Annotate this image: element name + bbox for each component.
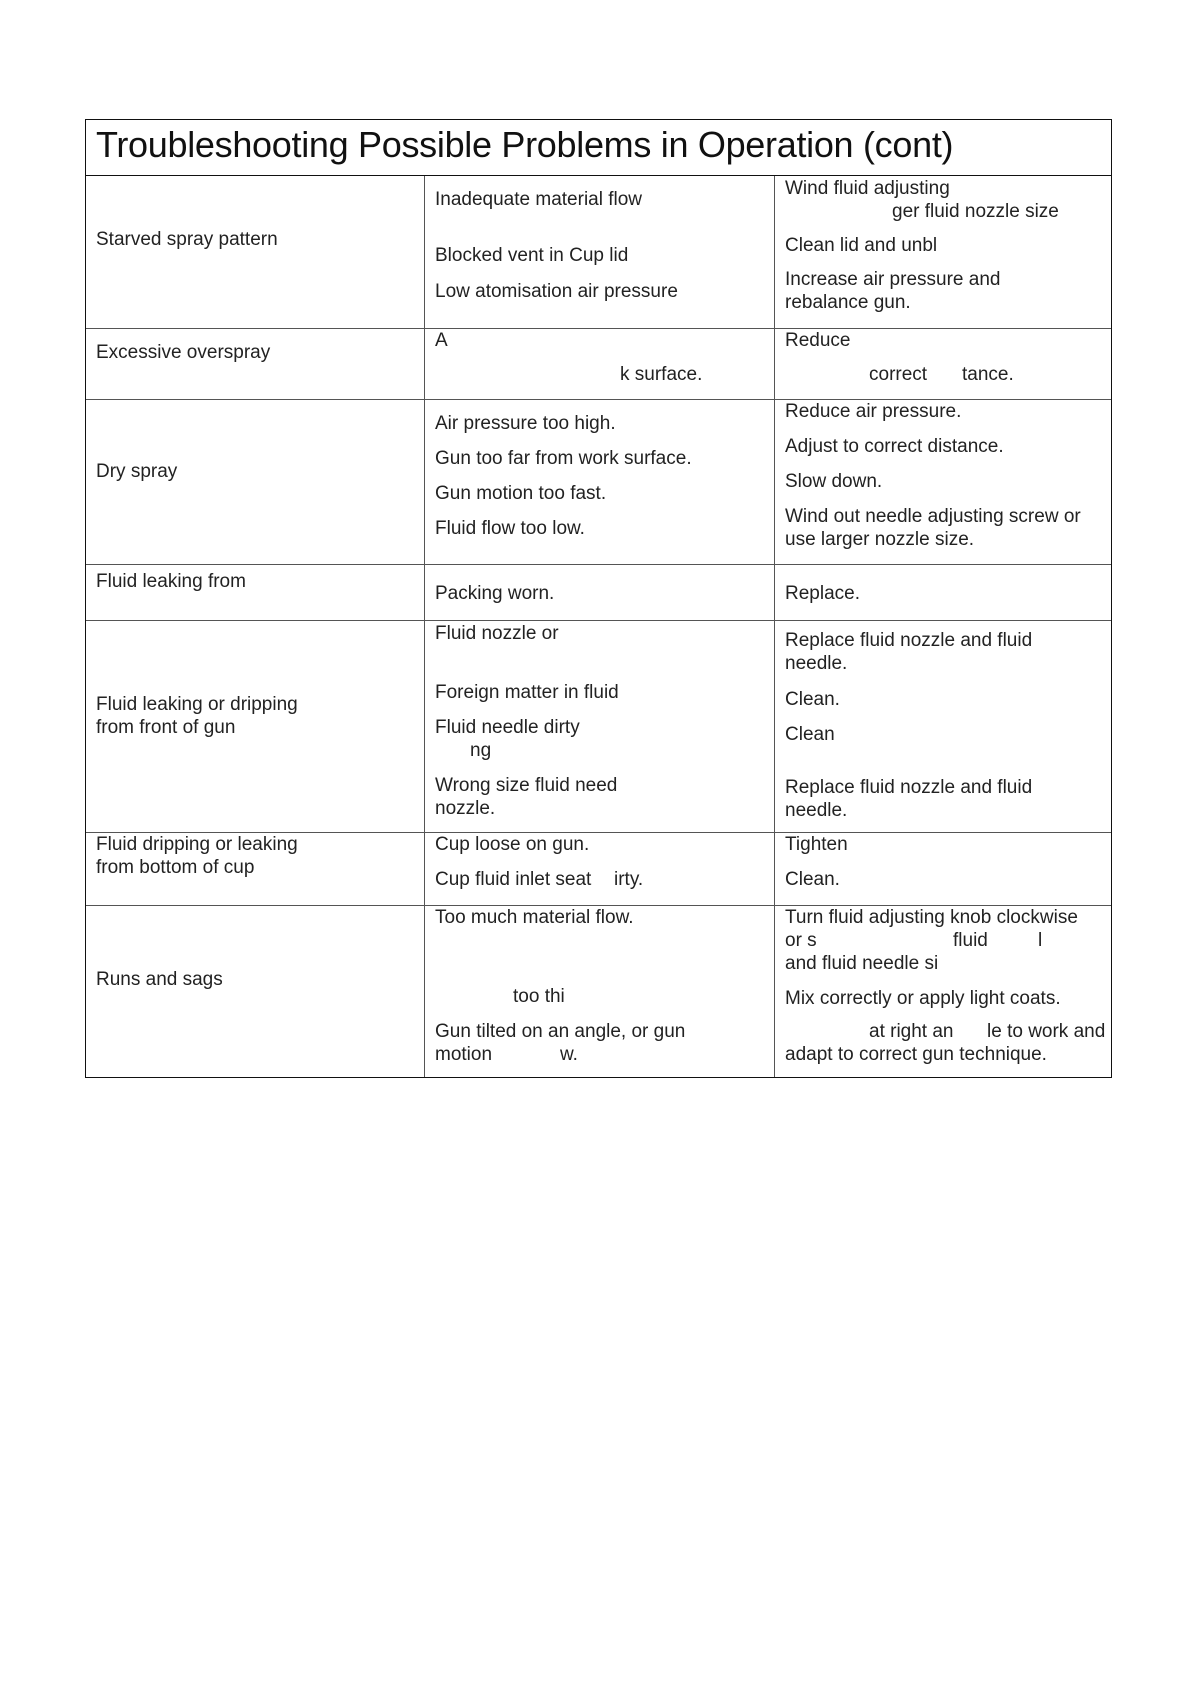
cause-text: Fluid nozzle or [435,623,559,644]
problem-cell [86,621,424,832]
cause-text: Gun tilted on an angle, or gun [435,1021,686,1042]
cause-text: Foreign matter in fluid [435,682,619,703]
table-title-bar [86,120,1111,176]
remedy-text: Increase air pressure and [785,269,1001,290]
problem-text: Starved spray pattern [96,229,278,250]
remedy-cell [775,329,1111,399]
remedy-text: Reduce [785,330,851,351]
remedy-text: use larger nozzle size. [785,529,975,550]
cause-text: Packing worn. [435,583,555,604]
remedy-text: Clean. [785,869,840,890]
table-row [86,565,1111,621]
table-row [86,621,1111,833]
table-row [86,833,1111,906]
problem-text: Excessive overspray [96,342,271,363]
cause-text: Cup fluid inlet seat [435,869,592,890]
cause-text: Inadequate material flow [435,189,643,210]
remedy-text: Adjust to correct distance. [785,436,1004,457]
page-title: Troubleshooting Possible Problems in Operation (cont) [96,124,954,165]
remedy-text: rebalance gun. [785,292,911,313]
problem-text: Fluid dripping or leaking [96,834,298,855]
remedy-text: Clean lid and unbl [785,235,938,256]
cause-text: motion [435,1044,493,1065]
problem-text: Fluid leaking from [96,571,246,592]
cause-text: Air pressure too high. [435,413,616,434]
cause-cell [425,329,774,399]
remedy-text: tance. [962,364,1014,385]
cause-text: Wrong size fluid need [435,775,618,796]
remedy-text: and fluid needle si [785,953,939,974]
remedy-cell [775,565,1111,620]
cause-cell [425,400,774,564]
cause-cell [425,906,774,1077]
cause-text: Too much material flow. [435,907,634,928]
remedy-text: ger fluid nozzle size [892,201,1059,222]
problem-text: Fluid leaking or dripping [96,694,298,715]
cause-text: Cup loose on gun. [435,834,590,855]
remedy-cell [775,621,1111,832]
remedy-text: or s [785,930,817,951]
remedy-text: Clean [785,724,835,745]
problem-text: from front of gun [96,717,236,738]
cause-text: w. [560,1044,578,1065]
cause-text: Fluid needle dirty [435,717,580,738]
cause-text: A [435,330,448,351]
remedy-text: Tighten [785,834,848,855]
cause-text: Gun motion too fast. [435,483,607,504]
troubleshooting-table [85,119,1112,1078]
remedy-text: correct [869,364,928,385]
remedy-text: fluid [953,930,988,951]
table-row [86,329,1111,400]
remedy-cell [775,906,1111,1077]
cause-cell [425,565,774,620]
remedy-cell [775,176,1111,328]
remedy-text: needle. [785,800,848,821]
problem-cell [86,906,424,1077]
remedy-cell [775,833,1111,905]
problem-text: Dry spray [96,461,178,482]
remedy-text: needle. [785,653,848,674]
remedy-text: Reduce air pressure. [785,401,962,422]
problem-text: Runs and sags [96,969,223,990]
remedy-text: Replace fluid nozzle and fluid [785,630,1033,651]
problem-text: from bottom of cup [96,857,255,878]
problem-cell [86,176,424,328]
cause-text: Low atomisation air pressure [435,281,678,302]
remedy-text: Clean. [785,689,840,710]
problem-cell [86,329,424,399]
cause-cell [425,176,774,328]
problem-cell [86,400,424,564]
cause-text: Fluid flow too low. [435,518,585,539]
cause-cell [425,833,774,905]
remedy-text: le to work and [987,1021,1106,1042]
remedy-text: at right an [869,1021,954,1042]
remedy-text: Replace. [785,583,860,604]
remedy-text: l [1038,930,1043,951]
remedy-cell [775,400,1111,564]
cause-text: Blocked vent in Cup lid [435,245,629,266]
cause-text: k surface. [620,364,703,385]
cause-cell [425,621,774,832]
problem-cell [86,833,424,905]
table-row [86,176,1111,329]
remedy-text: Replace fluid nozzle and fluid [785,777,1033,798]
problem-cell [86,565,424,620]
table-row [86,400,1111,565]
cause-text: irty. [614,869,644,890]
table-row [86,906,1111,1077]
remedy-text: adapt to correct gun technique. [785,1044,1047,1065]
remedy-text: Slow down. [785,471,883,492]
remedy-text: Wind out needle adjusting screw or [785,506,1081,527]
remedy-text: Wind fluid adjusting [785,178,950,199]
remedy-text: Mix correctly or apply light coats. [785,988,1061,1009]
cause-text: too thi [513,986,565,1007]
cause-text: nozzle. [435,798,496,819]
remedy-text: Turn fluid adjusting knob clockwise [785,907,1078,928]
cause-text: ng [470,740,492,761]
cause-text: Gun too far from work surface. [435,448,692,469]
